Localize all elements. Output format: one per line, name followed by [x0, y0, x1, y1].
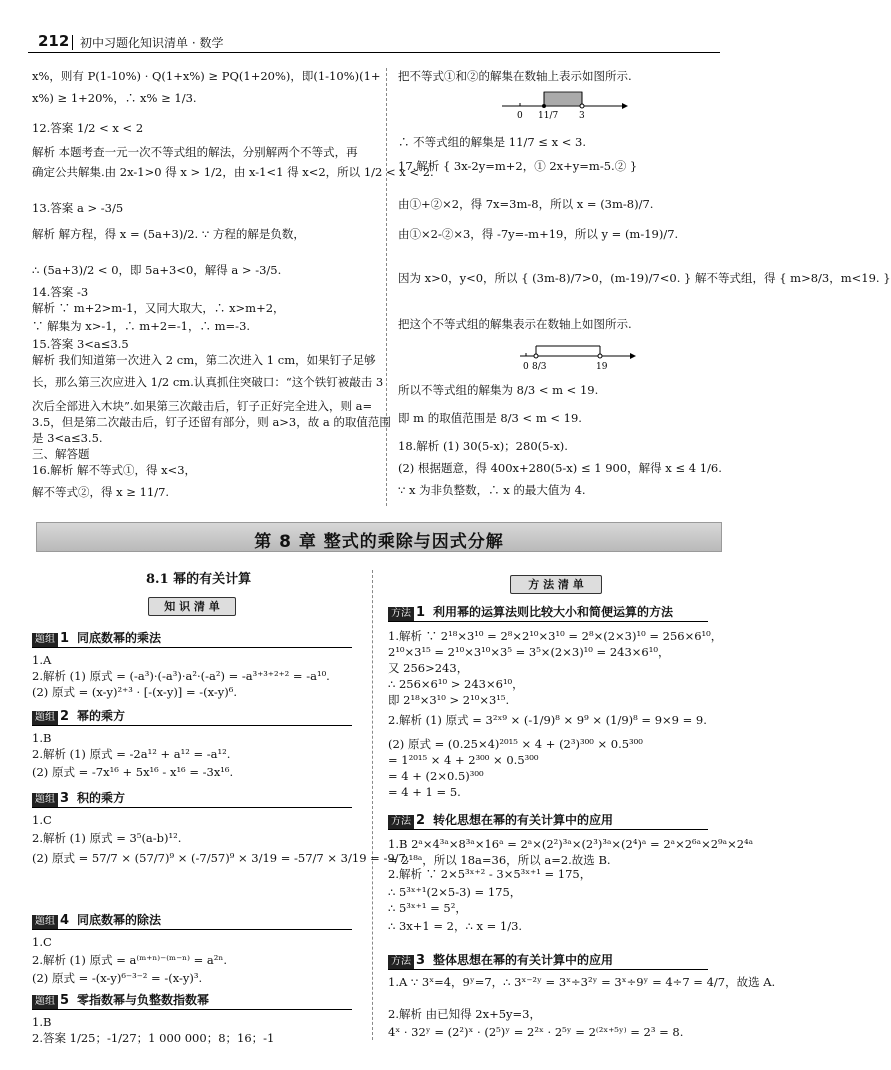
text-line: = 4 + (2×0.5)³⁰⁰: [388, 769, 484, 783]
text-line: 所以不等式组的解集为 8/3 < m < 19.: [398, 383, 599, 397]
group-title: 零指数幂与负整数指数幂: [77, 993, 210, 1007]
text-line: ∴ 256×6¹⁰ > 243×6¹⁰，: [388, 677, 524, 691]
group-heading: [388, 812, 613, 829]
group-heading: [32, 630, 161, 647]
chapter-banner: [36, 522, 722, 552]
text-line: 1.B 2ᵃ×4³ᵃ×8³ᵃ×16ᵃ = 2ᵃ×(2²)³ᵃ×(2³)³ᵃ×(2⁴)ᵃ = 2ᵃ×2⁶ᵃ×2⁹ᵃ×2⁴ᵃ: [388, 837, 754, 851]
section-title: 8.1 幂的有关计算: [146, 572, 252, 587]
group-tag: 题组: [32, 633, 58, 647]
group-heading: [388, 604, 673, 621]
text-line: 1.C: [32, 935, 52, 949]
text-line: 因为 x>0，y<0，所以 { (3m-8)/7>0，(m-19)/7<0. } 解不等式组，得 { m>8/3，m<19. }: [398, 271, 891, 285]
group-underline: [388, 969, 708, 970]
text-line: 把这个不等式组的解集表示在数轴上如图所示.: [398, 317, 632, 331]
group-title: 同底数幂的乘法: [77, 631, 162, 645]
group-underline: [32, 929, 352, 930]
group-underline: [32, 807, 352, 808]
text-line: 确定公共解集.由 2x-1>0 得 x > 1/2，由 x-1<1 得 x<2，所以 1/2 < x < 2.: [32, 165, 434, 179]
text-line: 2.解析 (1) 原式 = 3⁵(a-b)¹².: [32, 831, 182, 845]
group-tag: 方法: [388, 955, 414, 969]
text-line: 12.答案 1/2 < x < 2: [32, 121, 144, 135]
number-line-1: [500, 86, 630, 120]
text-line: = 2¹⁸ᵃ，所以 18a=36，所以 a=2.故选 B.: [388, 853, 611, 867]
group-tag: 题组: [32, 793, 58, 807]
text-line: 15.答案 3<a≤3.5: [32, 337, 129, 351]
group-heading: [32, 708, 125, 725]
text-line: ∴ 3x+1 = 2，∴ x = 1/3.: [388, 919, 523, 933]
text-line: 1.A: [32, 653, 52, 667]
text-line: 长，那么第三次应进入 1/2 cm.认真抓住突破口：“这个铁钉被敲击 3: [32, 375, 384, 389]
group-tag: 题组: [32, 995, 58, 1009]
text-line: (2) 原式 = 57/7 × (57/7)⁹ × (-7/57)⁹ × 3/19 = -57/7 × 3/19 = -9/7.: [32, 851, 410, 865]
knowledge-list-label: 知 识 清 单: [148, 597, 236, 616]
text-line: 把不等式①和②的解集在数轴上表示如图所示.: [398, 69, 632, 83]
group-title: 转化思想在幂的有关计算中的应用: [433, 813, 614, 827]
text-line: ∴ 不等式组的解集是 11/7 ≤ x < 3.: [398, 135, 586, 149]
group-number: 3: [416, 953, 426, 968]
text-line: 2.解析 由已知得 2x+5y=3，: [388, 1007, 541, 1021]
text-line: x%，则有 P(1-10%) · Q(1+x%) ≥ PQ(1+20%)，即(1-10%)(1+: [32, 69, 381, 83]
page-number: 212: [38, 32, 70, 50]
text-line: x%) ≥ 1+20%，∴ x% ≥ 1/3.: [32, 91, 197, 105]
group-underline: [32, 1009, 352, 1010]
group-underline: [388, 829, 708, 830]
group-title: 利用幂的运算法则比较大小和简便运算的方法: [433, 605, 674, 619]
group-number: 1: [416, 605, 426, 620]
group-number: 3: [60, 791, 70, 806]
group-tag: 方法: [388, 607, 414, 621]
text-line: (2) 原式 = -7x¹⁶ + 5x¹⁶ - x¹⁶ = -3x¹⁶.: [32, 765, 234, 779]
group-title: 同底数幂的除法: [77, 913, 162, 927]
text-line: 1.B: [32, 731, 52, 745]
group-underline: [32, 725, 352, 726]
text-line: 解析 解方程，得 x = (5a+3)/2. ∵ 方程的解是负数，: [32, 227, 305, 241]
text-line: 又 256>243，: [388, 661, 469, 675]
text-line: 2.解析 (1) 原式 = (-a³)·(-a³)·a²·(-a²) = -a³⁺³⁺²⁺² = -a¹⁰.: [32, 669, 330, 683]
text-line: 即 2¹⁸×3¹⁰ > 2¹⁰×3¹⁵.: [388, 693, 510, 707]
text-line: 16.解析 解不等式①，得 x<3，: [32, 463, 197, 477]
group-tag: 题组: [32, 711, 58, 725]
group-tag: 方法: [388, 815, 414, 829]
text-line: 即 m 的取值范围是 8/3 < m < 19.: [398, 411, 582, 425]
text-line: 2¹⁰×3¹⁵ = 2¹⁰×3¹⁰×3⁵ = 3⁵×(2×3)¹⁰ = 243×6¹⁰，: [388, 645, 670, 659]
text-line: ∴ (5a+3)/2 < 0，即 5a+3<0，解得 a > -3/5.: [32, 263, 282, 277]
text-line: 解析 ∵ m+2>m-1，又同大取大，∴ x>m+2，: [32, 301, 285, 315]
text-line: 17.解析 { 3x-2y=m+2，① 2x+y=m-5.② }: [398, 159, 638, 173]
text-line: 解析 我们知道第一次进入 2 cm，第二次进入 1 cm，如果钉子足够: [32, 353, 376, 367]
text-line: 是 3<a≤3.5.: [32, 431, 103, 445]
method-list-label: 方 法 清 单: [510, 575, 602, 594]
text-line: (2) 原式 = (0.25×4)²⁰¹⁵ × 4 + (2³)³⁰⁰ × 0.5³⁰⁰: [388, 737, 643, 751]
text-line: 2.解析 (1) 原式 = 3²ˣ⁹ × (-1/9)⁸ × 9⁹ × (1/9)⁸ = 9×9 = 9.: [388, 713, 707, 727]
number-line-1-label-1: 11/7: [538, 111, 559, 121]
text-line: 由①+②×2，得 7x=3m-8，所以 x = (3m-8)/7.: [398, 197, 654, 211]
group-heading: [388, 952, 613, 969]
group-heading: [32, 992, 209, 1009]
group-number: 5: [60, 993, 70, 1008]
chapter-title: 第 8 章 整式的乘除与因式分解: [254, 532, 504, 552]
text-line: 2.解析 (1) 原式 = -2a¹² + a¹² = -a¹².: [32, 747, 231, 761]
group-heading: [32, 912, 161, 929]
group-title: 整体思想在幂的有关计算中的应用: [433, 953, 614, 967]
text-line: 2.解析 (1) 原式 = a⁽ᵐ⁺ⁿ⁾⁻⁽ᵐ⁻ⁿ⁾ = a²ⁿ.: [32, 953, 227, 967]
number-line-1-label-0: 0: [517, 111, 523, 121]
text-line: (2) 原式 = (x-y)²⁺³ · [-(x-y)] = -(x-y)⁶.: [32, 685, 238, 699]
book-title: 初中习题化知识清单 · 数学: [80, 36, 224, 50]
text-line: 13.答案 a > -3/5: [32, 201, 124, 215]
text-line: 三、解答题: [32, 447, 90, 461]
group-underline: [32, 647, 352, 648]
number-line-2: [518, 338, 638, 372]
text-line: 18.解析 (1) 30(5-x)；280(5-x).: [398, 439, 568, 453]
group-number: 2: [60, 709, 70, 724]
text-line: 由①×2-②×3，得 -7y=-m+19，所以 y = (m-19)/7.: [398, 227, 679, 241]
text-line: (2) 原式 = -(x-y)⁶⁻³⁻² = -(x-y)³.: [32, 971, 203, 985]
text-line: = 1²⁰¹⁵ × 4 + 2³⁰⁰ × 0.5³⁰⁰: [388, 753, 539, 767]
text-line: 解析 本题考查一元一次不等式组的解法，分别解两个不等式，再: [32, 145, 358, 159]
column-divider-top: [386, 68, 387, 506]
header-divider: [72, 35, 73, 50]
text-line: 1.解析 ∵ 2¹⁸×3¹⁰ = 2⁸×2¹⁰×3¹⁰ = 2⁸×(2×3)¹⁰ = 256×6¹⁰，: [388, 629, 723, 643]
text-line: ∴ 5³ˣ⁺¹(2×5-3) = 175，: [388, 885, 522, 899]
text-line: 1.A ∵ 3ˣ=4，9ʸ=7，∴ 3ˣ⁻²ʸ = 3ˣ÷3²ʸ = 3ˣ÷9ʸ = 4÷7 = 4/7，故选 A.: [388, 975, 776, 989]
group-title: 幂的乘方: [77, 709, 126, 723]
text-line: ∵ x 为非负整数，∴ x 的最大值为 4.: [398, 483, 586, 497]
group-number: 4: [60, 913, 70, 928]
page-header: [28, 32, 720, 53]
group-tag: 题组: [32, 915, 58, 929]
text-line: 3.5，但是第二次敲击后，钉子还留有部分，则 a>3，故 a 的取值范围: [32, 415, 391, 429]
group-underline: [388, 621, 708, 622]
text-line: 14.答案 -3: [32, 285, 89, 299]
text-line: 2.答案 1/25；-1/27；1 000 000；8；16；-1: [32, 1031, 275, 1045]
text-line: 1.B: [32, 1015, 52, 1029]
text-line: 解不等式②，得 x ≥ 11/7.: [32, 485, 170, 499]
number-line-2-label-2: 19: [596, 362, 608, 372]
text-line: 1.C: [32, 813, 52, 827]
group-heading: [32, 790, 125, 807]
number-line-2-label-0: 0: [523, 362, 529, 372]
text-line: ∵ 解集为 x>-1，∴ m+2=-1，∴ m=-3.: [32, 319, 251, 333]
group-number: 1: [60, 631, 70, 646]
text-line: 2.解析 ∵ 2×5³ˣ⁺² - 3×5³ˣ⁺¹ = 175，: [388, 867, 592, 881]
group-number: 2: [416, 813, 426, 828]
group-title: 积的乘方: [77, 791, 126, 805]
column-divider-bottom: [372, 570, 373, 1040]
text-line: (2) 根据题意，得 400x+280(5-x) ≤ 1 900，解得 x ≤ 4 1/6.: [398, 461, 722, 475]
number-line-1-label-2: 3: [579, 111, 585, 121]
text-line: ∴ 5³ˣ⁺¹ = 5²，: [388, 901, 467, 915]
text-line: 4ˣ · 32ʸ = (2²)ˣ · (2⁵)ʸ = 2²ˣ · 2⁵ʸ = 2⁽²ˣ⁺⁵ʸ⁾ = 2³ = 8.: [388, 1025, 684, 1039]
text-line: = 4 + 1 = 5.: [388, 785, 461, 799]
number-line-2-label-1: 8/3: [532, 362, 547, 372]
text-line: 次后全部进入木块”.如果第三次敲击后，钉子正好完全进入，则 a=: [32, 399, 373, 413]
